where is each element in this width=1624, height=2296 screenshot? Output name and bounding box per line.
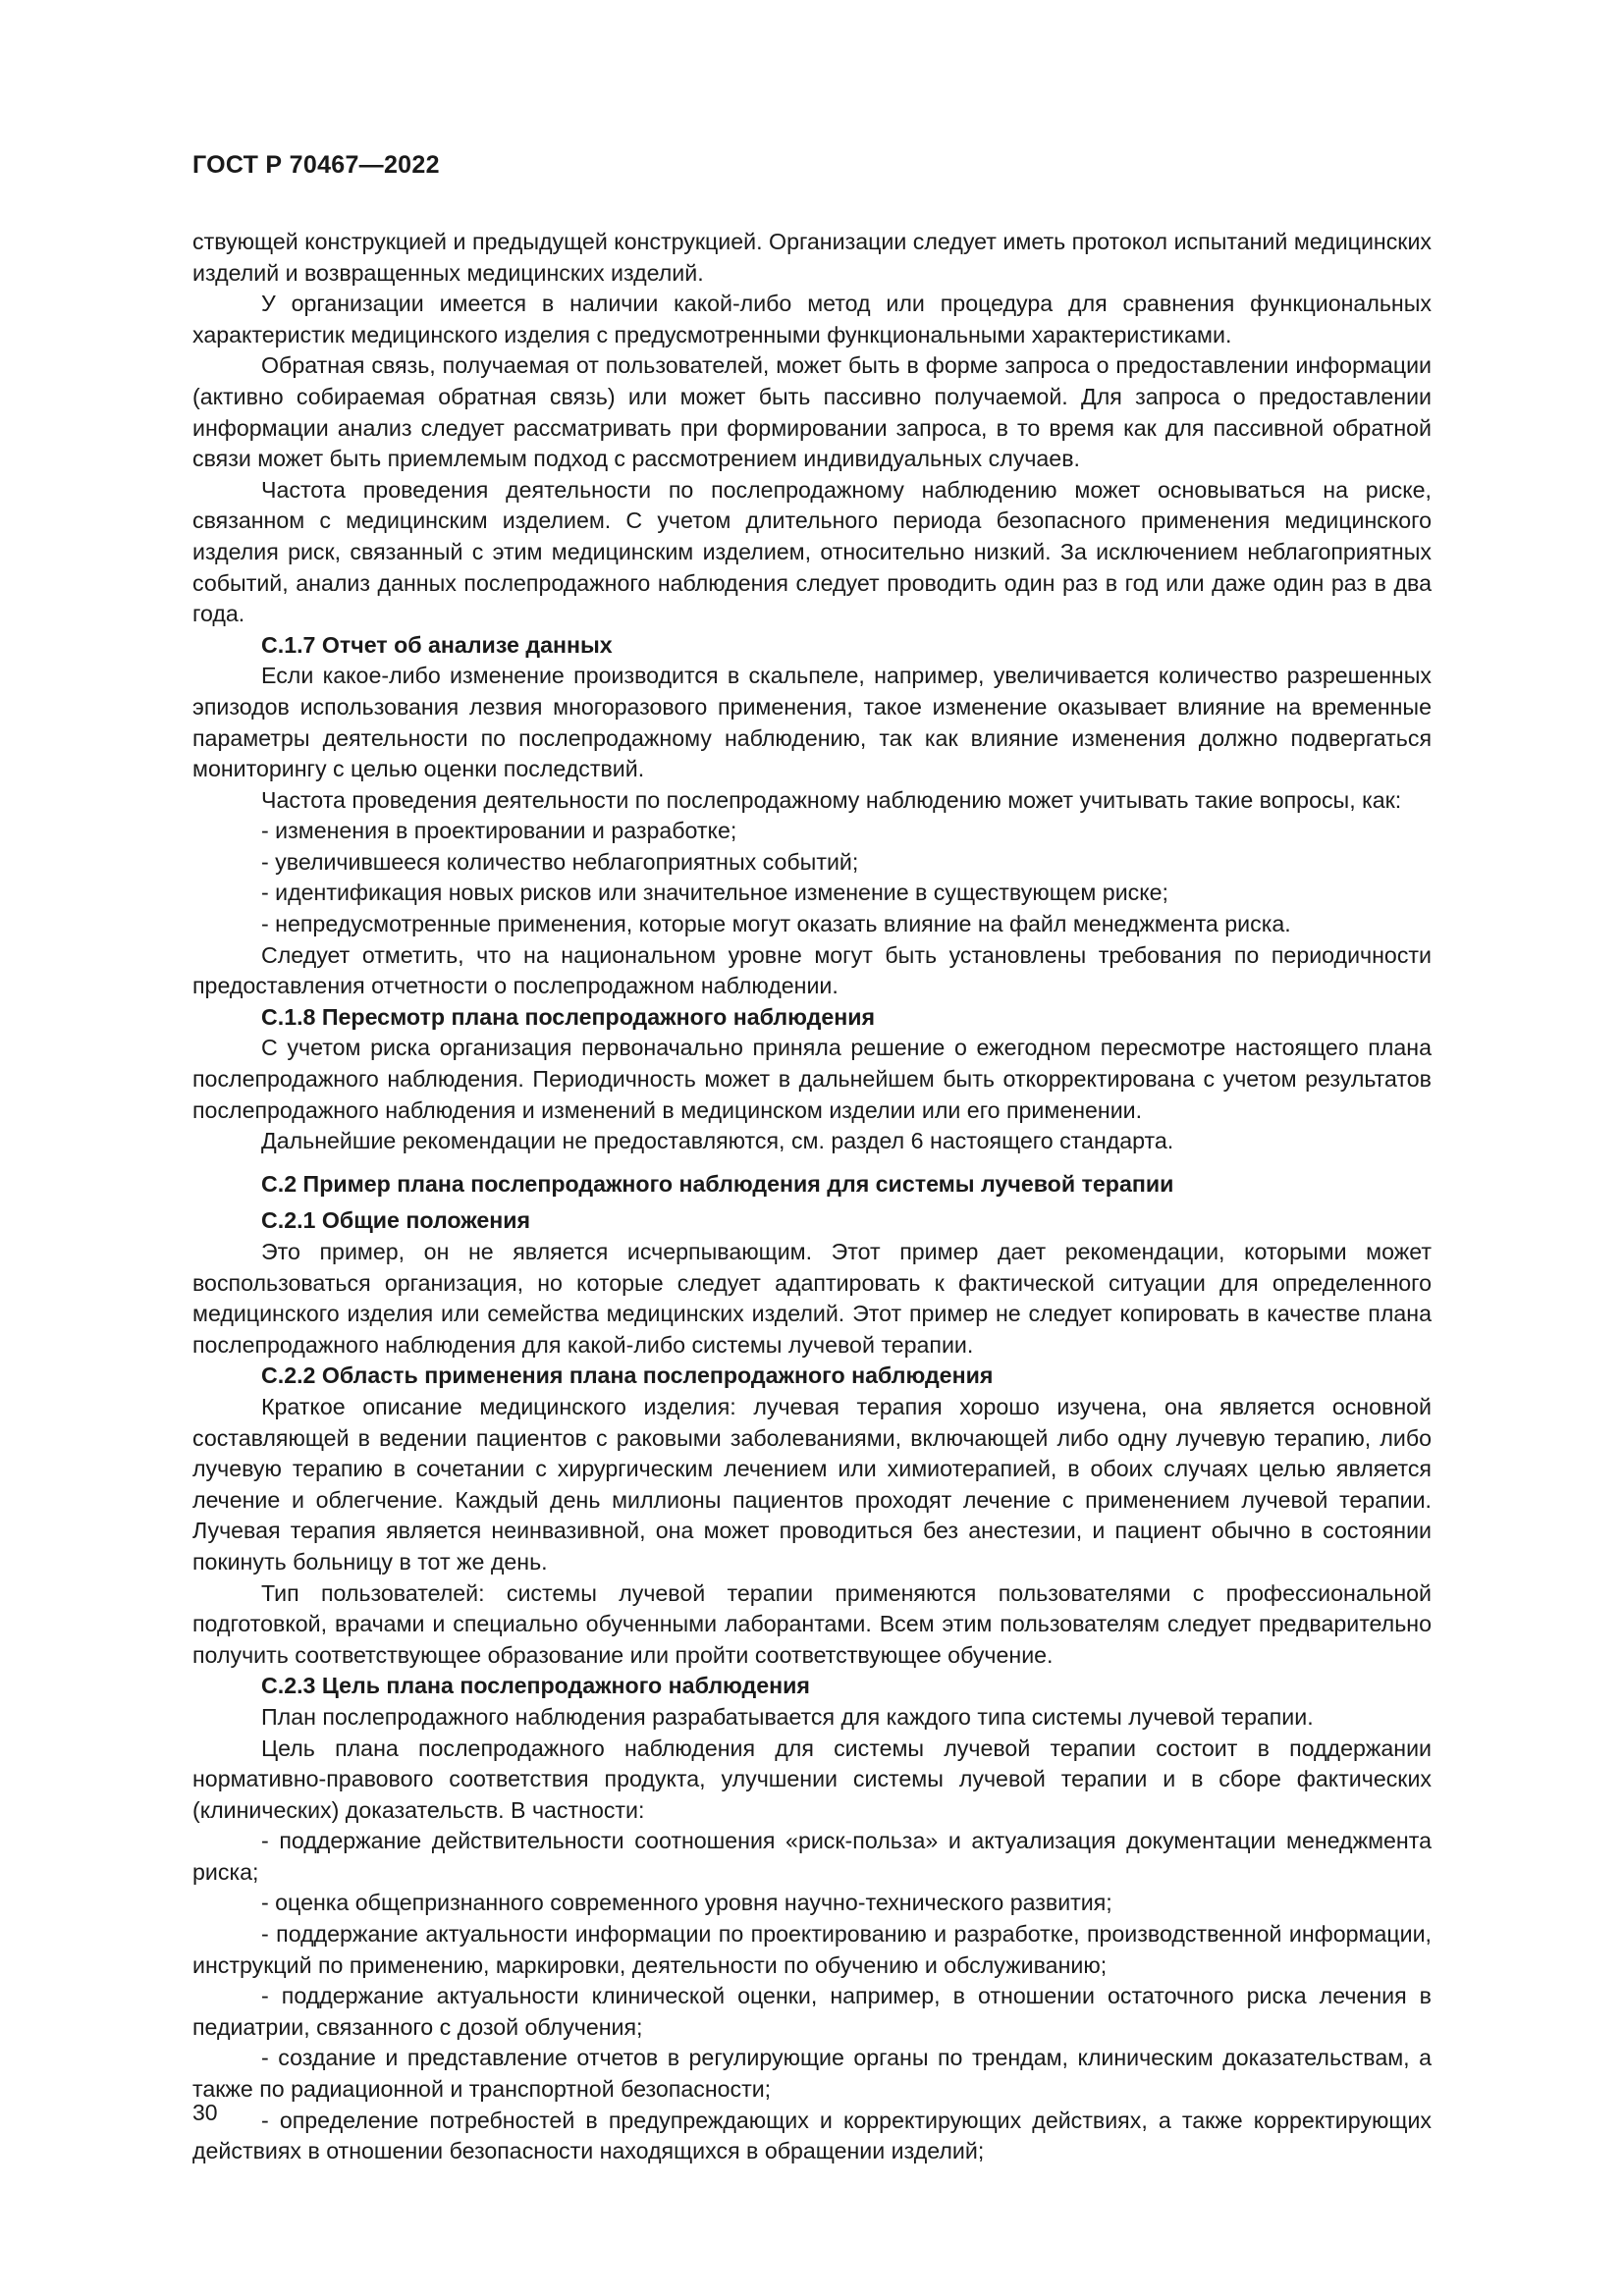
- section-heading-c2: С.2 Пример плана послепродажного наблюдения для системы лучевой терапии: [261, 1170, 1174, 1197]
- paragraph: Частота проведения деятельности по послепродажному наблюдению может учитывать такие вопросы, как:: [261, 786, 1402, 813]
- list-item: - поддержание действительности соотношения «риск-польза» и актуализация документации менеджмента риска;: [192, 1828, 1432, 1885]
- section-heading-c17: С.1.7 Отчет об анализе данных: [261, 631, 613, 658]
- paragraph: Дальнейшие рекомендации не предоставляются, см. раздел 6 настоящего стандарта.: [261, 1128, 1174, 1154]
- list-item: - создание и представление отчетов в регулирующие органы по трендам, клиническим доказательствам, а также по радиационной и транспортной безопасности;: [192, 2045, 1432, 2103]
- paragraph: Частота проведения деятельности по послепродажному наблюдению может основываться на риске, связанном с медицинским изделием. С учетом длительного периода безопасного применения медицинского изделия риск, связанный с этим медицинским изделием, относительно низкий. За исключением неблагоприятных событий, анализ данных послепродажного наблюдения следует проводить один раз в год или даже один раз в два года.: [192, 476, 1432, 627]
- paragraph: У организации имеется в наличии какой-либо метод или процедура для сравнения функциональных характеристик медицинского изделия с предусмотренными функциональными характеристиками.: [192, 291, 1432, 347]
- paragraph: Обратная связь, получаемая от пользователей, может быть в форме запроса о предоставлении информации (активно собираемая обратная связь) или может быть пассивно получаемой. Для запроса о предоставлении информации анализ следует рассматривать при формировании запроса, в то время как для пассивной обратной связи может быть приемлемым подход с рассмотрением индивидуальных случаев.: [192, 352, 1432, 472]
- paragraph: Цель плана послепродажного наблюдения для системы лучевой терапии состоит в поддержании нормативно-правового соответствия продукта, улучшении системы лучевой терапии и в сборе фактических (клинических) доказательств. В частности:: [192, 1735, 1432, 1823]
- page-number: 30: [192, 2100, 218, 2125]
- paragraph: Это пример, он не является исчерпывающим. Этот пример дает рекомендации, которыми может воспользоваться организация, но которые следует адаптировать к фактической ситуации для определенного медицинского изделия или семейства медицинских изделий. Этот пример не следует копировать в качестве плана послепродажного наблюдения для какой-либо системы лучевой терапии.: [192, 1239, 1432, 1358]
- paragraph: Следует отметить, что на национальном уровне могут быть установлены требования по периодичности предоставления отчетности о послепродажном наблюдении.: [192, 941, 1432, 999]
- section-heading-c18: С.1.8 Пересмотр плана послепродажного наблюдения: [261, 1003, 876, 1030]
- list-item: - оценка общепризнанного современного уровня научно-технического развития;: [261, 1890, 1112, 1916]
- list-item: - увеличившееся количество неблагоприятных событий;: [261, 848, 859, 875]
- list-item: - поддержание актуальности клинической оценки, например, в отношении остаточного риска лечения в педиатрии, связанного с дозой облучения;: [192, 1983, 1432, 2040]
- list-item: - идентификация новых рисков или значительное изменение в существующем риске;: [261, 880, 1168, 906]
- paragraph: Если какое-либо изменение производится в скальпеле, например, увеличивается количество разрешенных эпизодов использования лезвия многоразового применения, такое изменение оказывает влияние на временные параметры деятельности по послепродажному наблюдению, так как влияние изменения должно подвергаться мониторингу с целью оценки последствий.: [192, 663, 1432, 782]
- section-heading-c23: С.2.3 Цель плана послепродажного наблюдения: [261, 1673, 810, 1699]
- paragraph: План послепродажного наблюдения разрабатывается для каждого типа системы лучевой терапии.: [261, 1703, 1314, 1730]
- list-item: - поддержание актуальности информации по проектированию и разработке, производственной информации, инструкций по применению, маркировки, деятельности по обучению и обслуживанию;: [192, 1921, 1432, 1978]
- section-heading-c21: С.2.1 Общие положения: [261, 1207, 531, 1234]
- document-header: ГОСТ Р 70467—2022: [192, 151, 440, 179]
- paragraph: С учетом риска организация первоначально приняла решение о ежегодном пересмотре настоящего плана послепродажного наблюдения. Периодичность может в дальнейшем быть откорректирована с учетом результатов послепродажного наблюдения и изменений в медицинском изделии или его применении.: [192, 1035, 1432, 1123]
- paragraph: Тип пользователей: системы лучевой терапии применяются пользователями с профессиональной подготовкой, врачами и специально обученными лаборантами. Всем этим пользователям следует предварительно получить соответствующее образование или пройти соответствующее обучение.: [192, 1579, 1432, 1668]
- paragraph: Краткое описание медицинского изделия: лучевая терапия хорошо изучена, она является основной составляющей в ведении пациентов с раковыми заболеваниями, включающей либо одну лучевую терапию, либо лучевую терапию в сочетании с хирургическим лечением или химиотерапией, в обоих случаях целью является лечение и облегчение. Каждый день миллионы пациентов проходят лечение с применением лучевой терапии. Лучевая терапия является неинвазивной, она может проводиться без анестезии, и пациент обычно в состоянии покинуть больницу в тот же день.: [192, 1393, 1432, 1575]
- list-item: - непредусмотренные применения, которые могут оказать влияние на файл менеджмента риска.: [261, 911, 1291, 937]
- section-heading-c22: С.2.2 Область применения плана послепродажного наблюдения: [261, 1362, 994, 1389]
- document-body: [192, 227, 1432, 2167]
- list-item: - определение потребностей в предупреждающих и корректирующих действиях, а также корректирующих действиях в отношении безопасности находящихся в обращении изделий;: [192, 2107, 1432, 2164]
- list-item: - изменения в проектировании и разработке;: [261, 818, 737, 844]
- paragraph: ствующей конструкцией и предыдущей конструкцией. Организации следует иметь протокол испытаний медицинских изделий и возвращенных медицинских изделий.: [192, 229, 1432, 286]
